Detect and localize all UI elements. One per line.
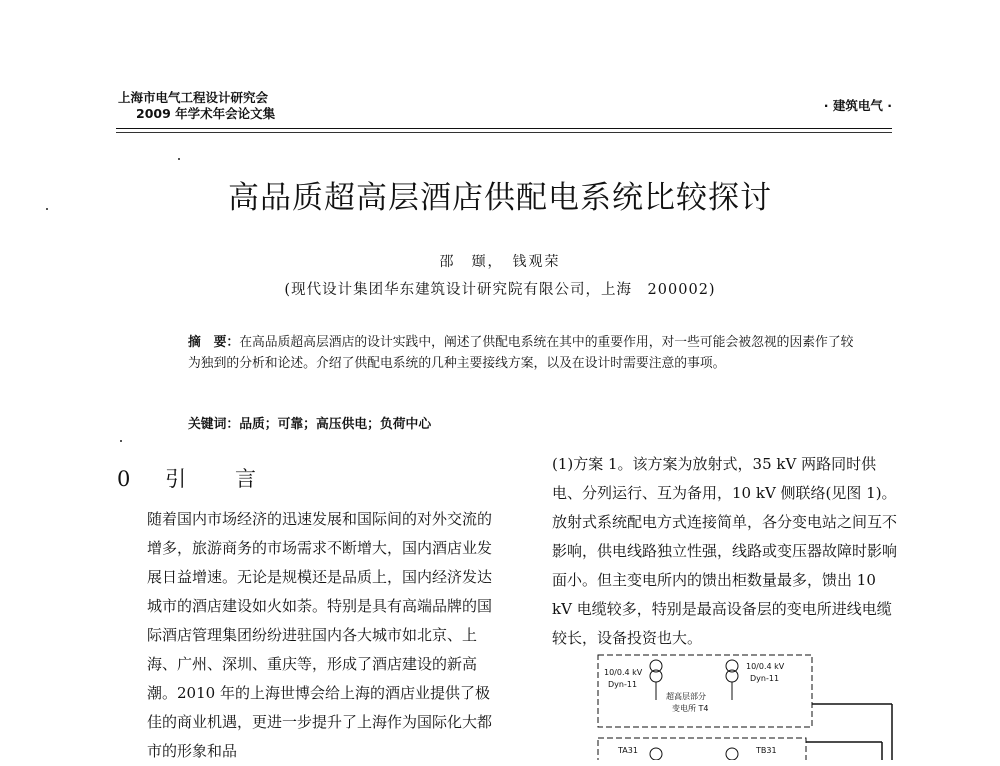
panel-label-right: TB31 [756,746,777,755]
abstract [160,332,860,374]
header-rule-thin [116,132,892,133]
right-group: Dyn-11 [750,674,780,683]
header-rule-thick [116,128,892,129]
section-number: 0 [117,467,145,491]
keywords [188,413,431,432]
body-paragraph: 随着国内市场经济的迅速发展和国际间的对外交流的增多，旅游商务的市场需求不断增大，国内酒店业发展日益增速。无论是规模还是品质上，国内经济发达城市的酒店建设如火如荼。特别是具有高端品牌的国际酒店管理集团纷纷进驻国内各大城市如北京、上海、广州、深圳、重庆等，形成了酒店建设的新高潮。2010 年的上海世博会给上海的酒店业提供了极佳的商业机遇，更进一步提升了上海作为国际化大都市的形象和品 [147,510,493,760]
body-paragraph: (1)方案 1。该方案为放射式，35 kV 两路同时供电、分列运行、互为备用，10 kV 侧联络(见图 1)。放射式系统配电方式连接简单，各分变电站之间互不影响，供电线路独立性强，线路或变压器故障时影响面小。但主变电所内的馈出柜数量最多，馈出 10 kV 电缆较多，特别是最高设备层的变电所进线电缆较长，设备投资也大。 [552,455,898,647]
right-column [522,450,898,653]
left-column [117,505,495,766]
figure-1-diagram [596,652,896,760]
affiliation: (现代设计集团华东建筑设计研究院有限公司，上海 200002) [284,282,716,298]
keywords-text: 品质；可靠；高压供电；负荷中心 [239,417,432,432]
transformer-winding-icon [650,748,662,760]
left-rating: 10/0.4 kV [604,668,643,677]
scan-speck [178,158,180,160]
section-heading [117,463,270,493]
section-title: 引 言 [165,467,271,491]
header-org: 上海市电气工程设计研究会 [118,90,269,105]
right-rating: 10/0.4 kV [746,662,785,671]
abstract-label: 摘 要： [188,335,240,350]
transformer-winding-icon [726,748,738,760]
keywords-label: 关键词： [188,417,240,432]
paper-title: 高品质超高层酒店供配电系统比较探讨 [228,180,772,216]
running-header-left [118,90,275,122]
substation-label: 超高层部分 [666,692,706,701]
substation-label: 变电所 T4 [672,704,709,713]
left-group: Dyn-11 [608,680,638,689]
panel-label-left: TA31 [618,746,638,755]
running-header-section: · 建筑电气 · [823,98,892,113]
header-proceedings: 2009 年学术年会论文集 [136,106,276,121]
authors: 邵 颋， 钱观荣 [439,254,561,270]
abstract-text: 在高品质超高层酒店的设计实践中，阐述了供配电系统在其中的重要作用，对一些可能会被忽视的因素作了较为独到的分析和论述。介绍了供配电系统的几种主要接线方案，以及在设计时需要注意的事项。 [188,335,854,371]
scan-speck [120,440,122,442]
